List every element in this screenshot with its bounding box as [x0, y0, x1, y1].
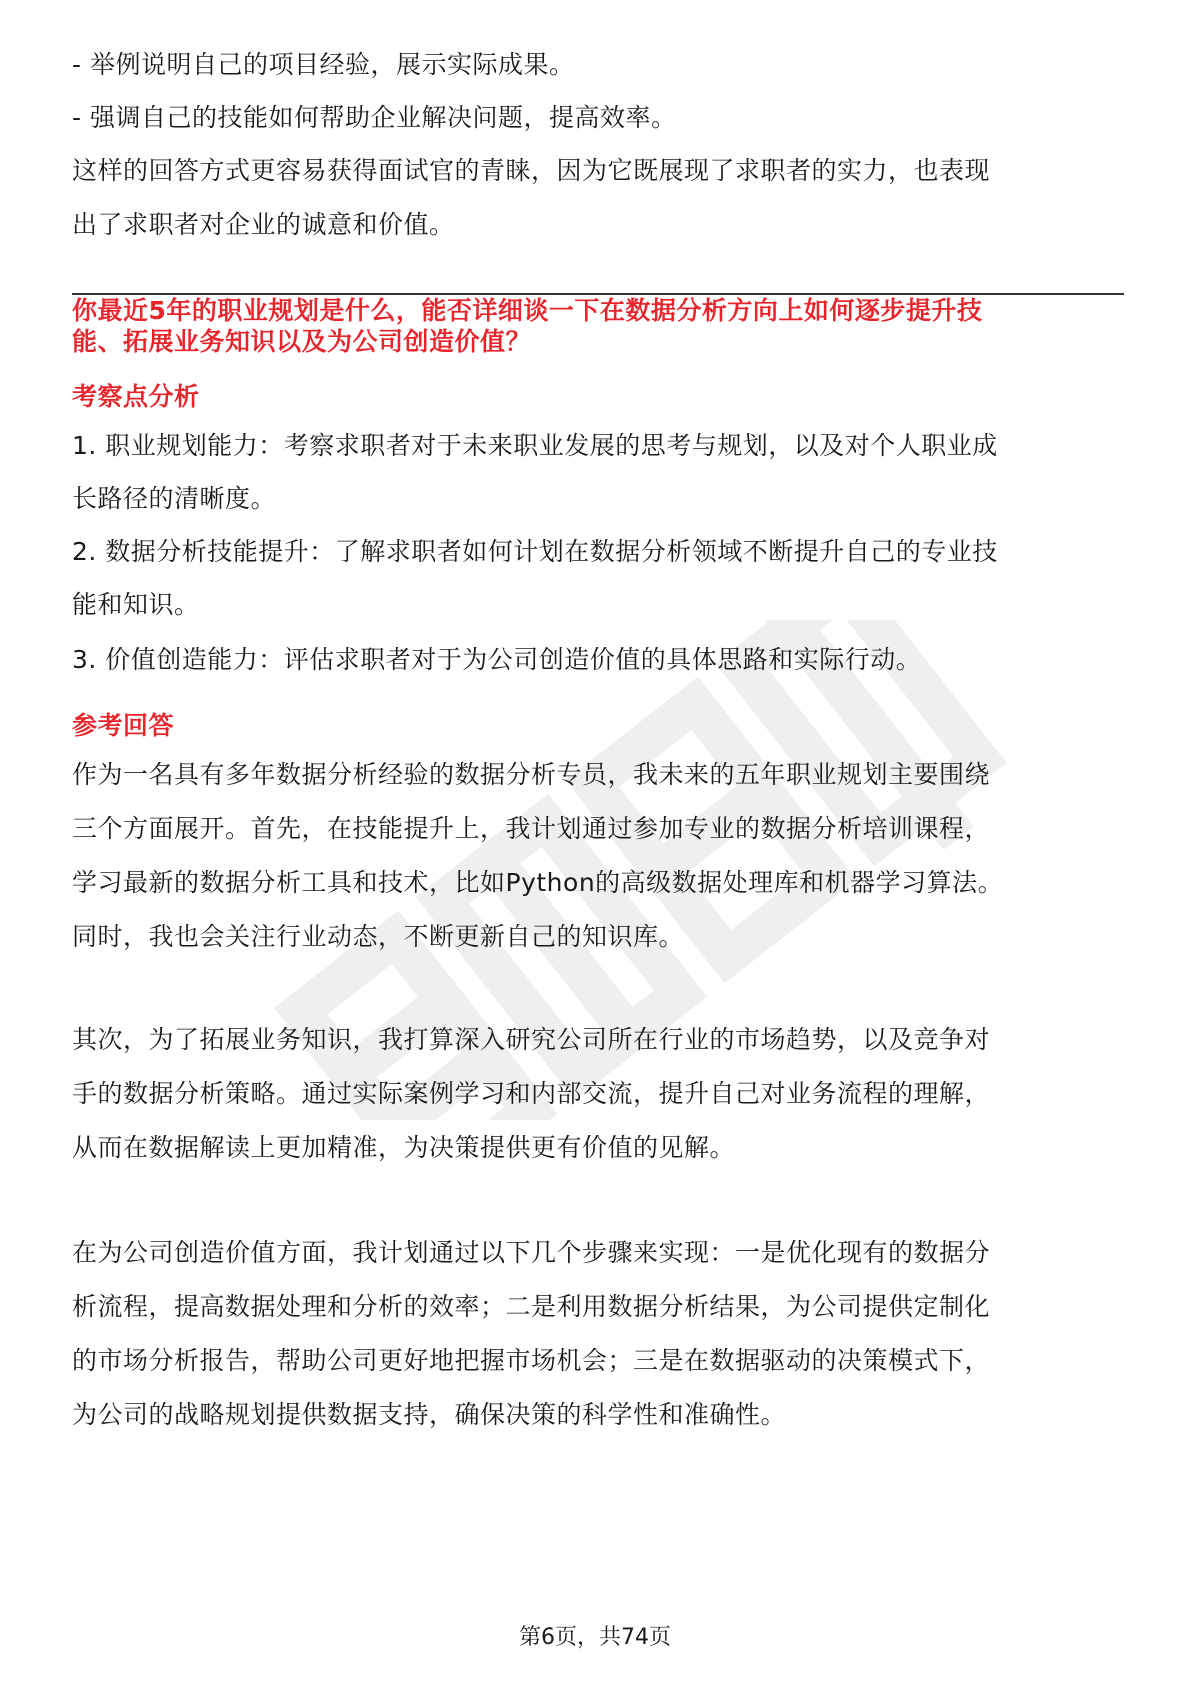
- answer-p3-line-1: 在为公司创造价值方面，我计划通过以下几个步骤来实现：一是优化现有的数据分: [72, 1238, 991, 1267]
- answer-p2-line-1: 其次，为了拓展业务知识，我打算深入研究公司所在行业的市场趋势，以及竞争对: [72, 1025, 991, 1054]
- intro-summary-line-1: 这样的回答方式更容易获得面试官的青睐，因为它既展现了求职者的实力，也表现: [72, 156, 991, 185]
- answer-p2-line-3: 从而在数据解读上更加精准，为决策提供更有价值的见解。: [72, 1133, 736, 1162]
- analysis-item-2: 2. 数据分析技能提升：了解求职者如何计划在数据分析领域不断提升自己的专业技: [72, 537, 998, 566]
- intro-bullet-1: - 举例说明自己的项目经验，展示实际成果。: [72, 50, 575, 79]
- analysis-heading: 考察点分析: [72, 382, 200, 411]
- analysis-item-3: 3. 价值创造能力：评估求职者对于为公司创造价值的具体思路和实际行动。: [72, 645, 922, 674]
- question-line-1: 你最近5年的职业规划是什么，能否详细谈一下在数据分析方向上如何逐步提升技: [72, 296, 983, 325]
- answer-p3-line-4: 为公司的战略规划提供数据支持，确保决策的科学性和准确性。: [72, 1400, 787, 1429]
- answer-p1-line-2: 三个方面展开。首先，在技能提升上，我计划通过参加专业的数据分析培训课程，: [72, 814, 991, 843]
- question-line-2: 能、拓展业务知识以及为公司创造价值？: [72, 327, 532, 356]
- answer-p1-line-1: 作为一名具有多年数据分析经验的数据分析专员，我未来的五年职业规划主要围绕: [72, 760, 991, 789]
- analysis-item-1-cont: 长路径的清晰度。: [72, 484, 277, 513]
- analysis-item-1: 1. 职业规划能力：考察求职者对于未来职业发展的思考与规划，以及对个人职业成: [72, 431, 998, 460]
- answer-heading: 参考回答: [72, 711, 175, 740]
- answer-p2-line-2: 手的数据分析策略。通过实际案例学习和内部交流，提升自己对业务流程的理解，: [72, 1079, 991, 1108]
- answer-p1-line-3: 学习最新的数据分析工具和技术，比如Python的高级数据处理库和机器学习算法。: [72, 868, 1004, 897]
- intro-summary-line-2: 出了求职者对企业的诚意和价值。: [72, 210, 455, 239]
- answer-p1-line-4: 同时，我也会关注行业动态，不断更新自己的知识库。: [72, 922, 685, 951]
- answer-p3-line-2: 析流程，提高数据处理和分析的效率；二是利用数据分析结果，为公司提供定制化: [72, 1292, 991, 1321]
- answer-p3-line-3: 的市场分析报告，帮助公司更好地把握市场机会；三是在数据驱动的决策模式下，: [72, 1346, 991, 1375]
- analysis-item-2-cont: 能和知识。: [72, 590, 200, 619]
- intro-bullet-2: - 强调自己的技能如何帮助企业解决问题，提高效率。: [72, 103, 677, 132]
- page-number: 第6页，共74页: [519, 1625, 671, 1650]
